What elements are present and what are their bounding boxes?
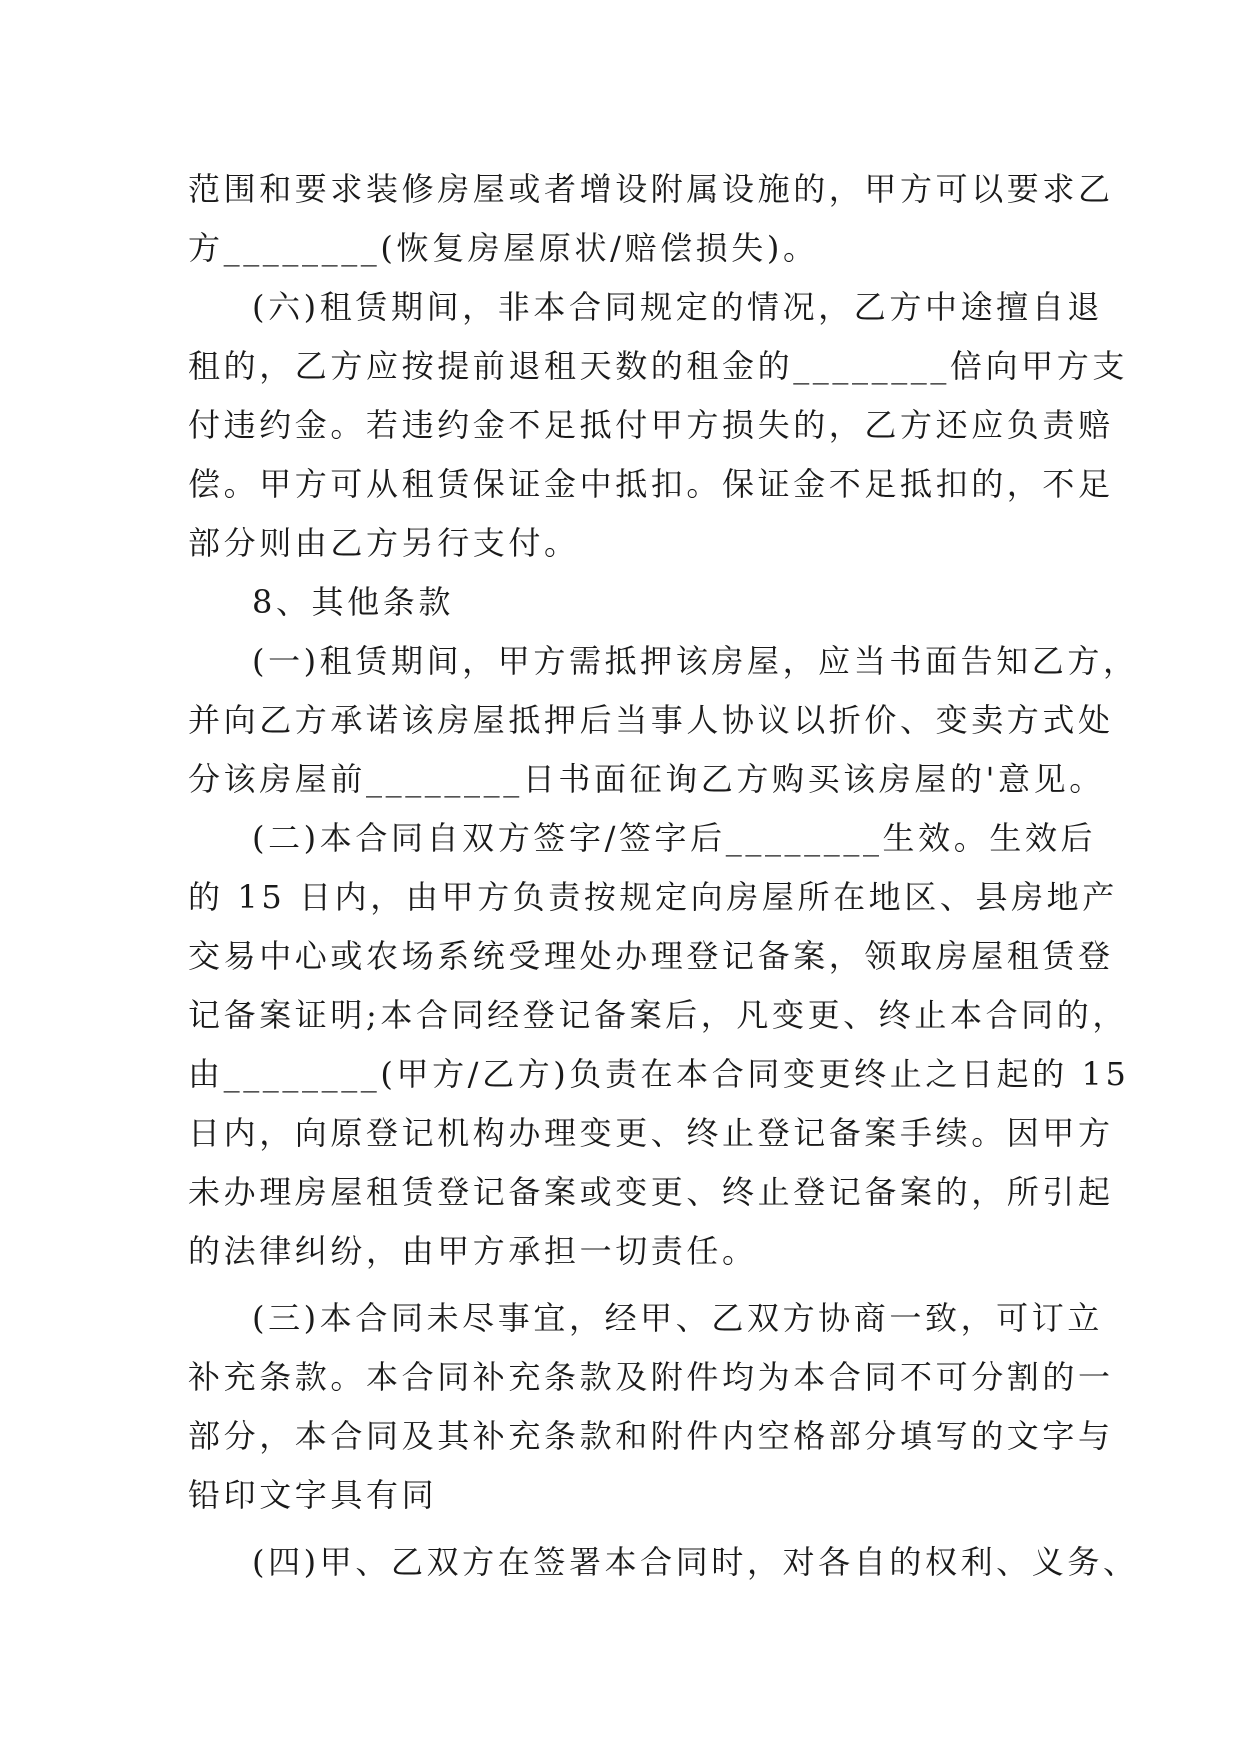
- section-heading: 8、其他条款: [252, 583, 454, 621]
- text-line: (六)租赁期间，非本合同规定的情况，乙方中途擅自退: [252, 288, 1103, 326]
- paragraph-gap: [188, 1281, 1068, 1289]
- text-line: 范围和要求装修房屋或者增设附属设施的，甲方可以要求乙: [188, 170, 1114, 208]
- text-line: 补充条款。本合同补充条款及附件均为本合同不可分割的一: [188, 1358, 1114, 1396]
- text-line: 租的，乙方应按提前退租天数的租金的________倍向甲方支: [188, 347, 1129, 385]
- text-line: (二)本合同自双方签字/签字后________生效。生效后: [252, 819, 1097, 857]
- document-body: [188, 160, 1139, 1592]
- text-line: 的法律纠纷，由甲方承担一切责任。: [188, 1232, 758, 1270]
- text-line: 交易中心或农场系统受理处办理登记备案，领取房屋租赁登: [188, 937, 1114, 975]
- text-line: 方________(恢复房屋原状/赔偿损失)。: [188, 229, 819, 267]
- text-line: 并向乙方承诺该房屋抵押后当事人协议以折价、变卖方式处: [188, 701, 1114, 739]
- text-line: 偿。甲方可从租赁保证金中抵扣。保证金不足抵扣的，不足: [188, 465, 1114, 503]
- text-line: (一)租赁期间，甲方需抵押该房屋，应当书面告知乙方，: [252, 642, 1139, 680]
- text-line: (三)本合同未尽事宜，经甲、乙双方协商一致，可订立: [252, 1299, 1103, 1337]
- paragraph-gap: [188, 1525, 1068, 1533]
- text-line: 未办理房屋租赁登记备案或变更、终止登记备案的，所引起: [188, 1173, 1114, 1211]
- text-line: 铅印文字具有同: [188, 1476, 438, 1514]
- text-line: 分该房屋前________日书面征询乙方购买该房屋的'意见。: [188, 760, 1105, 798]
- text-line: 日内，向原登记机构办理变更、终止登记备案手续。因甲方: [188, 1114, 1114, 1152]
- text-line: 由________(甲方/乙方)负责在本合同变更终止之日起的 15: [188, 1055, 1130, 1093]
- text-line: 部分，本合同及其补充条款和附件内空格部分填写的文字与: [188, 1417, 1114, 1455]
- text-line: 的 15 日内，由甲方负责按规定向房屋所在地区、县房地产: [188, 878, 1118, 916]
- text-line: 部分则由乙方另行支付。: [188, 524, 580, 562]
- text-line: 付违约金。若违约金不足抵付甲方损失的，乙方还应负责赔: [188, 406, 1114, 444]
- text-line: (四)甲、乙双方在签署本合同时，对各自的权利、义务、: [252, 1543, 1139, 1581]
- text-line: 记备案证明;本合同经登记备案后，凡变更、终止本合同的，: [188, 996, 1128, 1034]
